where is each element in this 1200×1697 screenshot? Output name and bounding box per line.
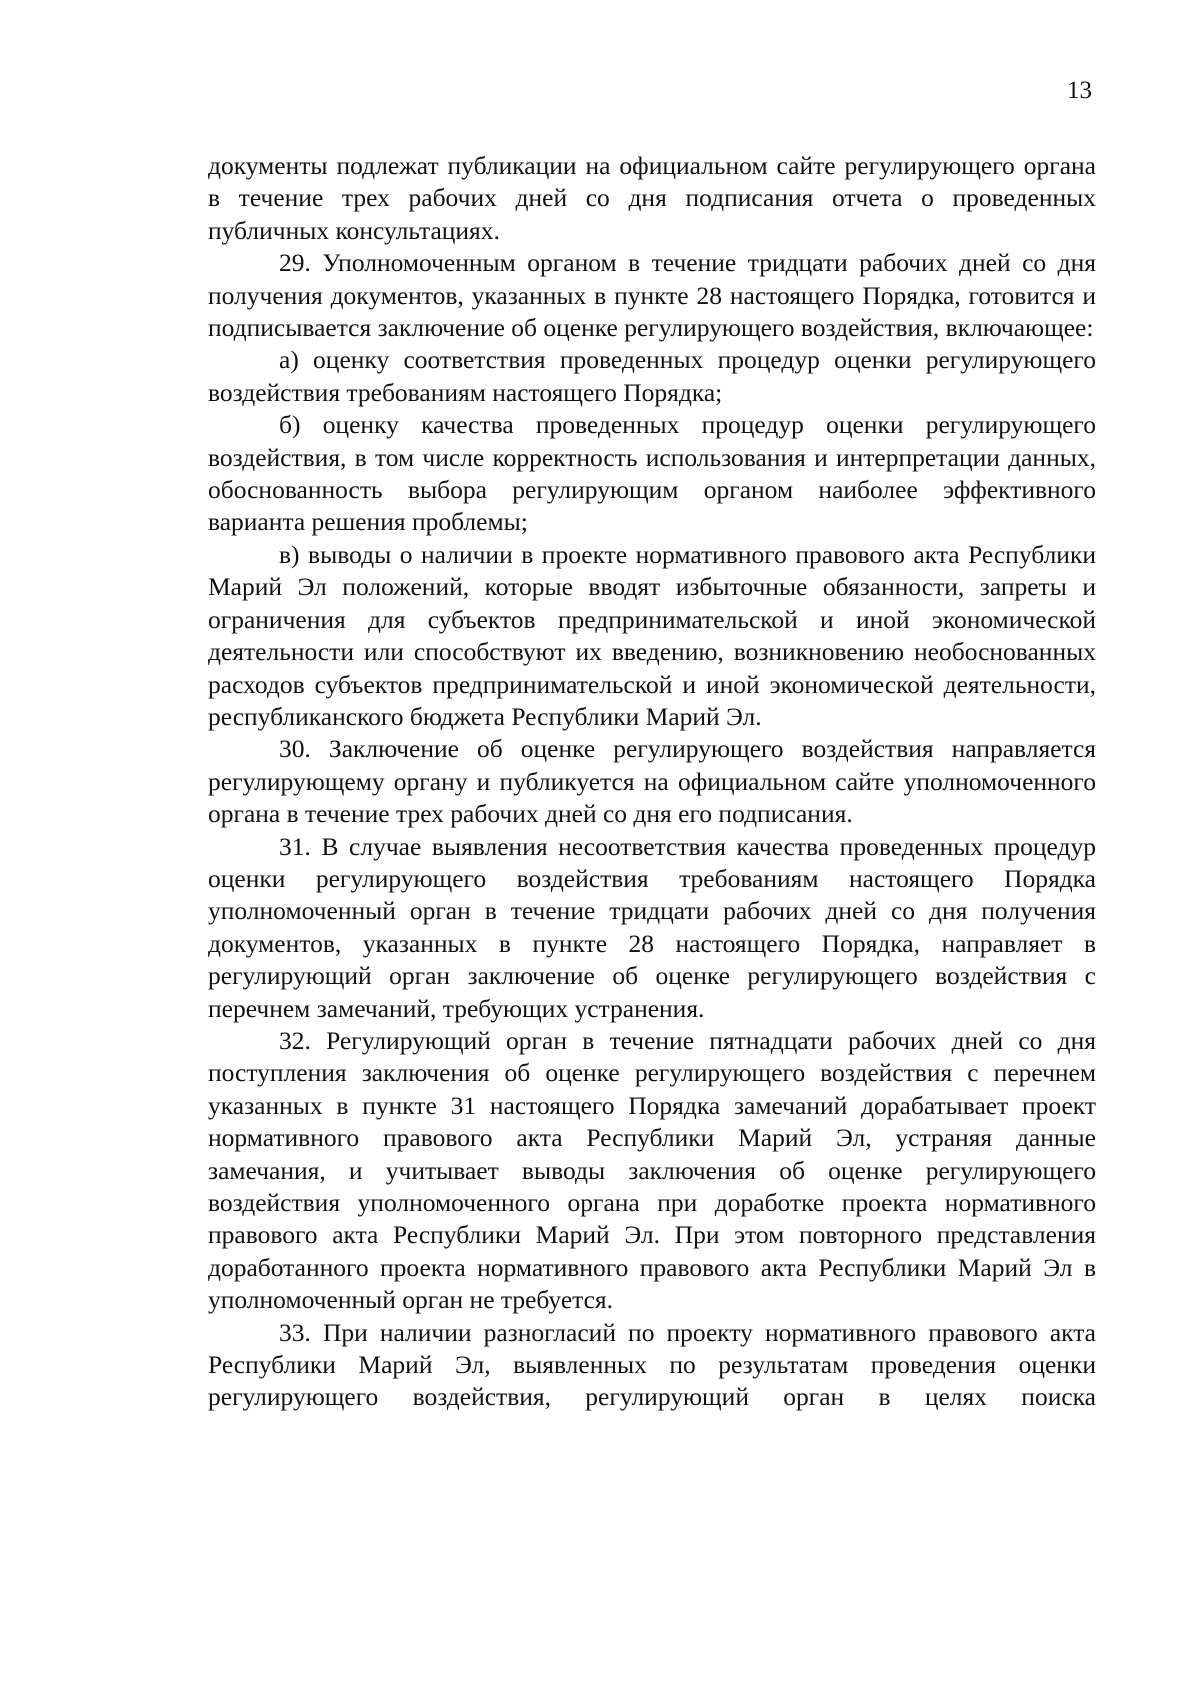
paragraph-subitem-v: в) выводы о наличии в проекте нормативного правового акта Республики Марий Эл положений, которые вводят избыточные обязанности, запреты и ограничения для субъектов предпринимательской и иной экономической деятельности или способствуют их введению, возникновению необоснованных расходов субъектов предпринимательской и иной экономической деятельности, республиканского бюджета Республики Марий Эл.	[208, 539, 1096, 731]
page-number: 13	[1067, 77, 1092, 104]
paragraph-continuation: документы подлежат публикации на официальном сайте регулирующего органа в течение трех рабочих дней со дня подписания отчета о проведенных публичных консультациях.	[208, 151, 1096, 245]
document-body	[208, 150, 1096, 1414]
paragraph-item-33: 33. При наличии разногласий по проекту нормативного правового акта Республики Марий Эл, выявленных по результатам проведения оценки регулирующего воздействия, регулирующий орган в целях поиска	[208, 1317, 1096, 1412]
paragraph-item-30: 30. Заключение об оценке регулирующего воздействия направляется регулирующему органу и публикуется на официальном сайте уполномоченного органа в течение трех рабочих дней со дня его подписания.	[208, 734, 1096, 829]
paragraph-item-32: 32. Регулирующий орган в течение пятнадцати рабочих дней со дня поступления заключения об оценке регулирующего воздействия с перечнем указанных в пункте 31 настоящего Порядка замечаний дорабатывает проект нормативного правового акта Республики Марий Эл, устраняя данные замечания, и учитывает выводы заключения об оценке регулирующего воздействия уполномоченного органа при доработке проекта нормативного правового акта Республики Марий Эл. При этом повторного представления доработанного проекта нормативного правового акта Республики Марий Эл в уполномоченный орган не требуется.	[208, 1025, 1096, 1315]
paragraph-subitem-a: а) оценку соответствия проведенных процедур оценки регулирующего воздействия требованиям настоящего Порядка;	[208, 345, 1096, 407]
paragraph-item-29: 29. Уполномоченным органом в течение тридцати рабочих дней со дня получения документов, указанных в пункте 28 настоящего Порядка, готовится и подписывается заключение об оценке регулирующего воздействия, включающее:	[208, 248, 1096, 343]
paragraph-item-31: 31. В случае выявления несоответствия качества проведенных процедур оценки регулирующего воздействия требованиям настоящего Порядка уполномоченный орган в течение тридцати рабочих дней со дня получения документов, указанных в пункте 28 настоящего Порядка, направляет в регулирующий орган заключение об оценке регулирующего воздействия с перечнем замечаний, требующих устранения.	[208, 831, 1096, 1023]
paragraph-subitem-b: б) оценку качества проведенных процедур оценки регулирующего воздействия, в том числе корректность использования и интерпретации данных, обоснованность выбора регулирующим органом наиболее эффективного варианта решения проблемы;	[208, 410, 1096, 537]
